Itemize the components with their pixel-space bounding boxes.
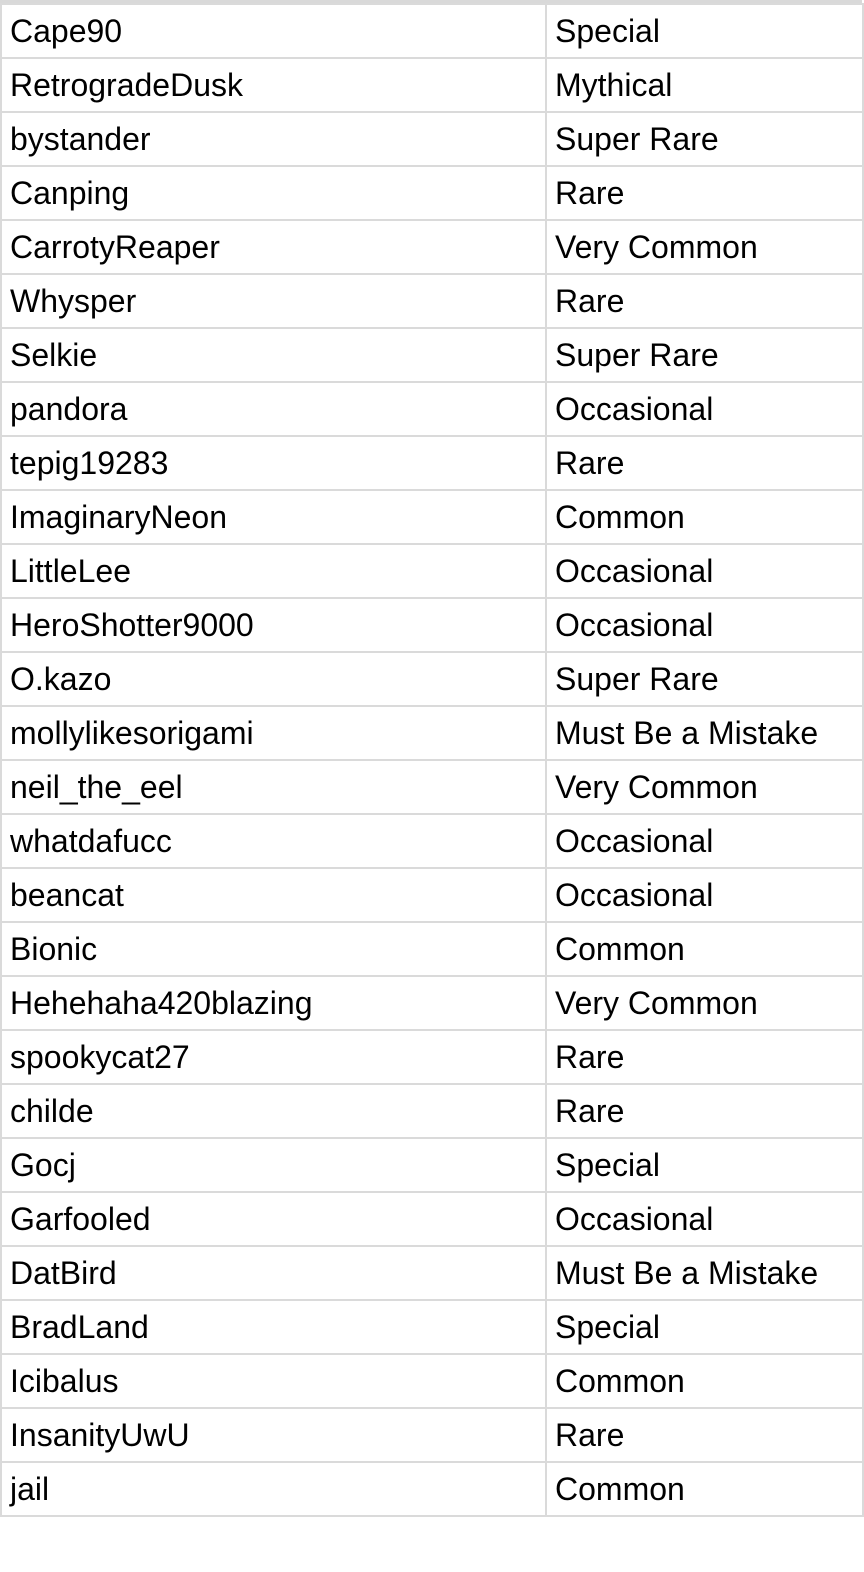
cell-rarity[interactable]: Must Be a Mistake bbox=[546, 1246, 863, 1300]
table-body bbox=[1, 4, 863, 1516]
table-row bbox=[1, 976, 863, 1030]
cell-rarity[interactable]: Occasional bbox=[546, 868, 863, 922]
cell-name[interactable]: jail bbox=[1, 1462, 546, 1516]
cell-name[interactable]: CarrotyReaper bbox=[1, 220, 546, 274]
table-row bbox=[1, 4, 863, 58]
table-row bbox=[1, 922, 863, 976]
table-row bbox=[1, 1462, 863, 1516]
cell-name[interactable]: RetrogradeDusk bbox=[1, 58, 546, 112]
table-row bbox=[1, 112, 863, 166]
cell-name[interactable]: O.kazo bbox=[1, 652, 546, 706]
table-row bbox=[1, 1246, 863, 1300]
cell-rarity[interactable]: Rare bbox=[546, 1084, 863, 1138]
data-table bbox=[0, 3, 864, 1517]
cell-name[interactable]: Whysper bbox=[1, 274, 546, 328]
table-row bbox=[1, 1030, 863, 1084]
cell-rarity[interactable]: Very Common bbox=[546, 220, 863, 274]
table-row bbox=[1, 1192, 863, 1246]
cell-rarity[interactable]: Occasional bbox=[546, 598, 863, 652]
cell-rarity[interactable]: Very Common bbox=[546, 760, 863, 814]
table-row bbox=[1, 166, 863, 220]
cell-name[interactable]: tepig19283 bbox=[1, 436, 546, 490]
cell-name[interactable]: beancat bbox=[1, 868, 546, 922]
cell-name[interactable]: LittleLee bbox=[1, 544, 546, 598]
table-row bbox=[1, 220, 863, 274]
table-row bbox=[1, 544, 863, 598]
cell-rarity[interactable]: Rare bbox=[546, 274, 863, 328]
cell-name[interactable]: neil_the_eel bbox=[1, 760, 546, 814]
cell-rarity[interactable]: Occasional bbox=[546, 382, 863, 436]
cell-rarity[interactable]: Special bbox=[546, 4, 863, 58]
cell-rarity[interactable]: Must Be a Mistake bbox=[546, 706, 863, 760]
cell-rarity[interactable]: Rare bbox=[546, 1030, 863, 1084]
cell-rarity[interactable]: Special bbox=[546, 1138, 863, 1192]
table-row bbox=[1, 706, 863, 760]
cell-name[interactable]: HeroShotter9000 bbox=[1, 598, 546, 652]
cell-name[interactable]: DatBird bbox=[1, 1246, 546, 1300]
cell-name[interactable]: Canping bbox=[1, 166, 546, 220]
table-row bbox=[1, 1138, 863, 1192]
cell-rarity[interactable]: Rare bbox=[546, 166, 863, 220]
cell-name[interactable]: ImaginaryNeon bbox=[1, 490, 546, 544]
table-row bbox=[1, 1084, 863, 1138]
cell-name[interactable]: Hehehaha420blazing bbox=[1, 976, 546, 1030]
cell-name[interactable]: whatdafucc bbox=[1, 814, 546, 868]
cell-name[interactable]: spookycat27 bbox=[1, 1030, 546, 1084]
cell-name[interactable]: bystander bbox=[1, 112, 546, 166]
cell-name[interactable]: childe bbox=[1, 1084, 546, 1138]
cell-rarity[interactable]: Very Common bbox=[546, 976, 863, 1030]
cell-name[interactable]: Cape90 bbox=[1, 4, 546, 58]
cell-rarity[interactable]: Super Rare bbox=[546, 652, 863, 706]
table-row bbox=[1, 1408, 863, 1462]
table-row bbox=[1, 436, 863, 490]
table-row bbox=[1, 814, 863, 868]
cell-rarity[interactable]: Super Rare bbox=[546, 112, 863, 166]
table-row bbox=[1, 598, 863, 652]
cell-name[interactable]: Garfooled bbox=[1, 1192, 546, 1246]
cell-name[interactable]: pandora bbox=[1, 382, 546, 436]
table-row bbox=[1, 490, 863, 544]
cell-rarity[interactable]: Common bbox=[546, 922, 863, 976]
cell-name[interactable]: Icibalus bbox=[1, 1354, 546, 1408]
cell-rarity[interactable]: Mythical bbox=[546, 58, 863, 112]
cell-rarity[interactable]: Common bbox=[546, 490, 863, 544]
cell-rarity[interactable]: Occasional bbox=[546, 814, 863, 868]
cell-rarity[interactable]: Occasional bbox=[546, 1192, 863, 1246]
table-row bbox=[1, 760, 863, 814]
cell-rarity[interactable]: Rare bbox=[546, 1408, 863, 1462]
cell-rarity[interactable]: Super Rare bbox=[546, 328, 863, 382]
cell-name[interactable]: BradLand bbox=[1, 1300, 546, 1354]
cell-rarity[interactable]: Special bbox=[546, 1300, 863, 1354]
cell-name[interactable]: Gocj bbox=[1, 1138, 546, 1192]
cell-rarity[interactable]: Rare bbox=[546, 436, 863, 490]
table-row bbox=[1, 652, 863, 706]
table-row bbox=[1, 328, 863, 382]
table-row bbox=[1, 868, 863, 922]
cell-rarity[interactable]: Common bbox=[546, 1462, 863, 1516]
cell-rarity[interactable]: Occasional bbox=[546, 544, 863, 598]
table-row bbox=[1, 1300, 863, 1354]
table-row bbox=[1, 382, 863, 436]
cell-name[interactable]: Bionic bbox=[1, 922, 546, 976]
table-row bbox=[1, 58, 863, 112]
cell-rarity[interactable]: Common bbox=[546, 1354, 863, 1408]
cell-name[interactable]: InsanityUwU bbox=[1, 1408, 546, 1462]
cell-name[interactable]: mollylikesorigami bbox=[1, 706, 546, 760]
table-row bbox=[1, 274, 863, 328]
cell-name[interactable]: Selkie bbox=[1, 328, 546, 382]
table-row bbox=[1, 1354, 863, 1408]
